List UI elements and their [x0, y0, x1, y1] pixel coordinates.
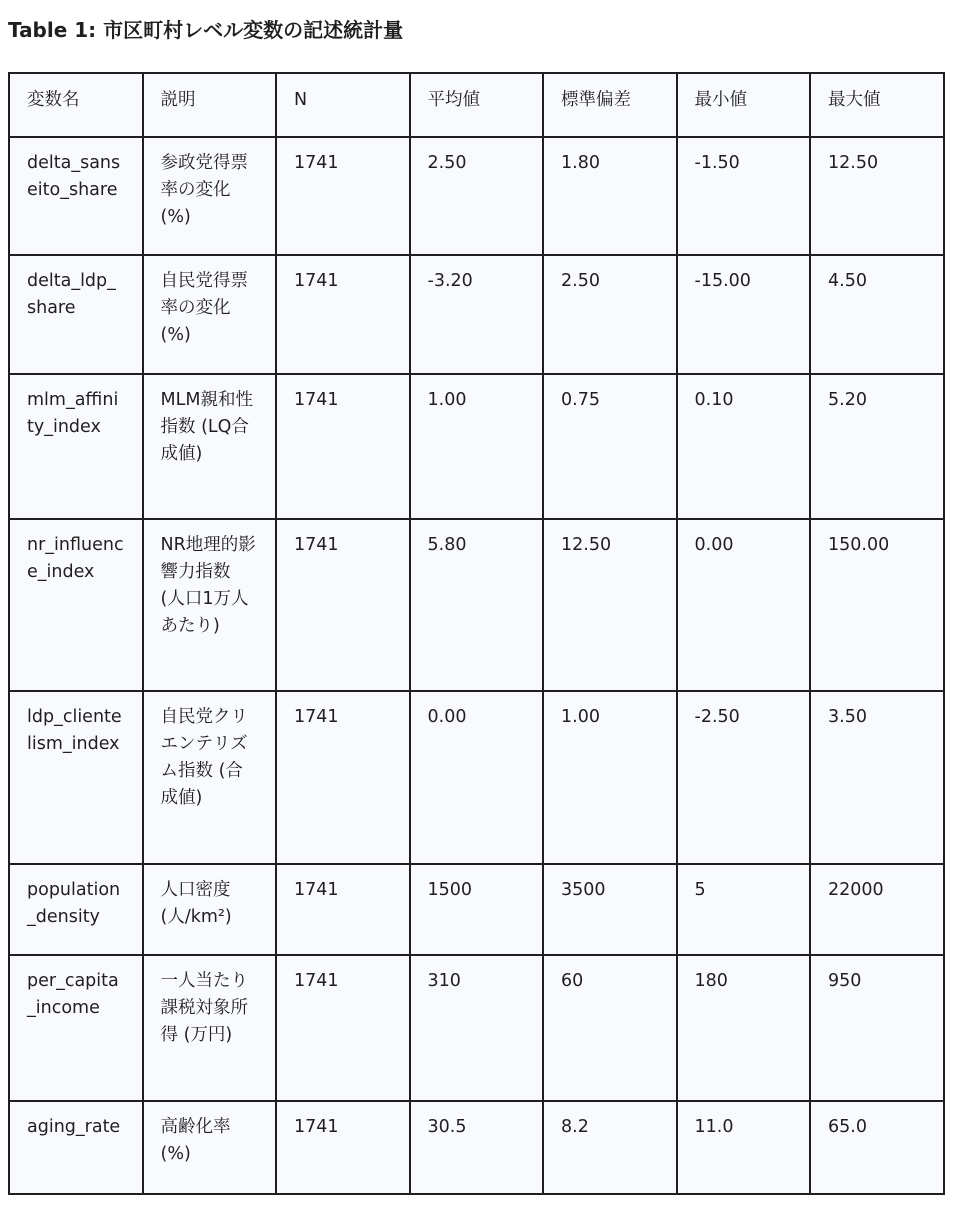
- cell-n: 1741: [276, 691, 410, 864]
- cell-n: 1741: [276, 374, 410, 519]
- header-std-dev: 標準偏差: [543, 73, 677, 137]
- cell-max: 5.20: [810, 374, 944, 519]
- table-row: [9, 864, 944, 955]
- cell-description: 自民党得票率の変化 (%): [143, 255, 277, 374]
- header-description: 説明: [143, 73, 277, 137]
- cell-max: 950: [810, 955, 944, 1101]
- cell-n: 1741: [276, 1101, 410, 1194]
- cell-std-dev: 3500: [543, 864, 677, 955]
- cell-description: 一人当たり課税対象所得 (万円): [143, 955, 277, 1101]
- cell-std-dev: 1.00: [543, 691, 677, 864]
- table-row: [9, 374, 944, 519]
- cell-std-dev: 2.50: [543, 255, 677, 374]
- cell-n: 1741: [276, 137, 410, 255]
- header-n: N: [276, 73, 410, 137]
- cell-std-dev: 12.50: [543, 519, 677, 691]
- cell-variable-name: mlm_affinity_index: [9, 374, 143, 519]
- cell-mean: 1500: [410, 864, 544, 955]
- cell-min: 11.0: [677, 1101, 811, 1194]
- cell-variable-name: aging_rate: [9, 1101, 143, 1194]
- cell-mean: 30.5: [410, 1101, 544, 1194]
- table-row: [9, 137, 944, 255]
- cell-variable-name: per_capita_income: [9, 955, 143, 1101]
- cell-min: -15.00: [677, 255, 811, 374]
- table-row: [9, 1101, 944, 1194]
- cell-min: -1.50: [677, 137, 811, 255]
- table-row: [9, 691, 944, 864]
- table-row: [9, 955, 944, 1101]
- cell-min: 0.00: [677, 519, 811, 691]
- cell-std-dev: 8.2: [543, 1101, 677, 1194]
- table-title: Table 1: 市区町村レベル変数の記述統計量: [8, 18, 404, 42]
- cell-mean: 2.50: [410, 137, 544, 255]
- cell-variable-name: delta_ldp_share: [9, 255, 143, 374]
- cell-min: 5: [677, 864, 811, 955]
- cell-std-dev: 60: [543, 955, 677, 1101]
- cell-mean: -3.20: [410, 255, 544, 374]
- cell-max: 4.50: [810, 255, 944, 374]
- cell-n: 1741: [276, 955, 410, 1101]
- cell-std-dev: 1.80: [543, 137, 677, 255]
- header-min: 最小値: [677, 73, 811, 137]
- cell-variable-name: ldp_clientelism_index: [9, 691, 143, 864]
- cell-max: 12.50: [810, 137, 944, 255]
- cell-mean: 0.00: [410, 691, 544, 864]
- cell-description: 人口密度 (人/km²): [143, 864, 277, 955]
- table-row: [9, 255, 944, 374]
- cell-n: 1741: [276, 519, 410, 691]
- cell-std-dev: 0.75: [543, 374, 677, 519]
- cell-max: 22000: [810, 864, 944, 955]
- cell-max: 150.00: [810, 519, 944, 691]
- header-mean: 平均値: [410, 73, 544, 137]
- cell-n: 1741: [276, 255, 410, 374]
- header-variable-name: 変数名: [9, 73, 143, 137]
- cell-min: -2.50: [677, 691, 811, 864]
- cell-n: 1741: [276, 864, 410, 955]
- cell-max: 65.0: [810, 1101, 944, 1194]
- cell-description: NR地理的影響力指数 (人口1万人あたり): [143, 519, 277, 691]
- cell-mean: 1.00: [410, 374, 544, 519]
- cell-min: 0.10: [677, 374, 811, 519]
- cell-variable-name: nr_influence_index: [9, 519, 143, 691]
- cell-min: 180: [677, 955, 811, 1101]
- header-max: 最大値: [810, 73, 944, 137]
- cell-variable-name: delta_sanseito_share: [9, 137, 143, 255]
- cell-description: 参政党得票率の変化 (%): [143, 137, 277, 255]
- descriptive-statistics-table: [8, 72, 945, 1195]
- cell-max: 3.50: [810, 691, 944, 864]
- cell-mean: 5.80: [410, 519, 544, 691]
- cell-description: MLM親和性指数 (LQ合成値): [143, 374, 277, 519]
- cell-mean: 310: [410, 955, 544, 1101]
- table-header-row: [9, 73, 944, 137]
- cell-description: 高齢化率 (%): [143, 1101, 277, 1194]
- cell-variable-name: population_density: [9, 864, 143, 955]
- table-row: [9, 519, 944, 691]
- cell-description: 自民党クリエンテリズム指数 (合成値): [143, 691, 277, 864]
